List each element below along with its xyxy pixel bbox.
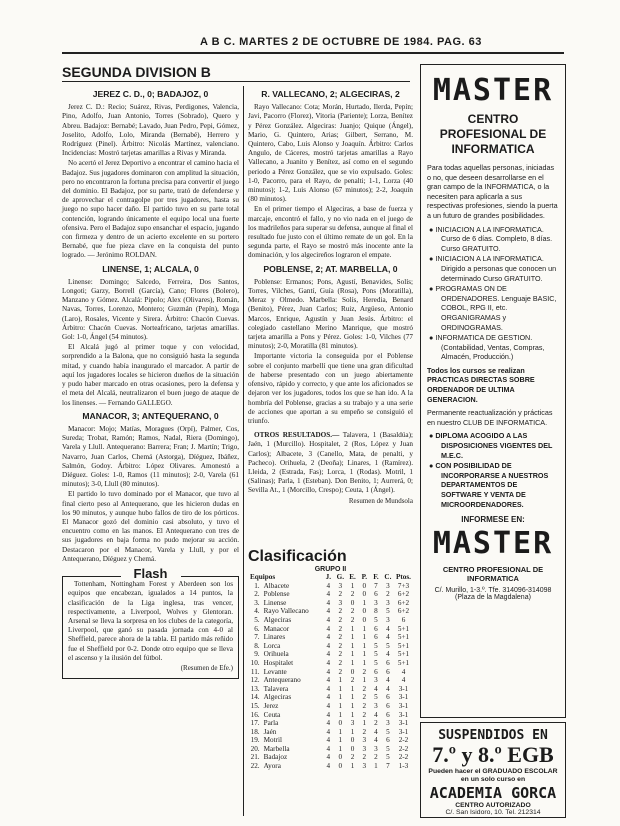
stat: 7 xyxy=(374,581,378,590)
stat: 5 xyxy=(386,641,390,650)
team-name: Orihuela xyxy=(263,650,289,659)
match-poblense-marbella xyxy=(248,265,413,426)
stat: 4 xyxy=(401,667,406,676)
stat: 3 xyxy=(362,744,367,753)
stat: 5+1 xyxy=(397,624,410,633)
team-name: Talavera xyxy=(263,684,289,693)
rank: 21. xyxy=(250,753,260,762)
stat: 4 xyxy=(326,607,331,616)
stat: 2 xyxy=(362,753,367,762)
stat: 0 xyxy=(338,719,343,728)
classification-row xyxy=(248,736,413,745)
stat: 2 xyxy=(338,590,343,599)
stat: 1 xyxy=(362,624,367,633)
rank: 9. xyxy=(254,650,260,659)
header-c: C. xyxy=(384,573,392,581)
master-practicas: Todos los cursos se realizan PRACTICAS DIRECTAS SOBRE ORDENADOR DE ULTIMA GENERACION. xyxy=(427,365,535,404)
stat: 4 xyxy=(386,676,390,685)
gorca-academia: ACADEMIA xyxy=(429,784,503,802)
gorca-ad xyxy=(420,722,566,818)
stat: 2-2 xyxy=(398,736,409,745)
stat: 6 xyxy=(386,693,390,702)
classification-row xyxy=(248,590,413,599)
stat: 1 xyxy=(350,701,355,710)
stat: 4 xyxy=(326,753,331,762)
team-name: Hospitalet xyxy=(263,658,294,667)
stat: 4 xyxy=(326,598,331,607)
rank: 6. xyxy=(254,624,260,633)
stat: 4 xyxy=(386,624,390,633)
stat: 2 xyxy=(362,710,367,719)
rank: 19. xyxy=(250,736,260,745)
stat: 3 xyxy=(386,615,390,624)
stat: 1 xyxy=(338,684,343,693)
stat: 4 xyxy=(374,684,378,693)
match-report: En el primer tiempo el Algeciras, a base de fuerza y marcaje, encontró el fallo, y no vio nada en el juego de los madrileños para superar su defensa, aunque al final el resultado fue justo con el último remate de un gol. En la segunda parte, el Rayo se mostró más inocente ante la dominación, y los algecireños lograron el empate. xyxy=(248,205,413,260)
stat: 2-2 xyxy=(398,744,409,753)
stat: 4 xyxy=(386,633,390,642)
stat: 3 xyxy=(338,581,343,590)
stat: 3-1 xyxy=(398,727,409,736)
stat: 2 xyxy=(362,693,367,702)
team-name: Motril xyxy=(263,736,282,745)
match-report: No acertó el Jerez Deportivo a encontrar el camino hacia el Badajoz. Sus jugadores dominaron con amplitud la situación, pero no encontraron la fortuna precisa para convertir el juego del dominio. El Badajoz, por su parte, trató de defenderse y de aprovechar el contragolpe por tres jugadores, hasta su juego no supo hacer daño. El partido tuvo en su parte total contención, logrando únicamente el equipo local una fuerte ofensiva. Pero el Badajoz supo ensanchar el espacio, jugando con firmeza y dentro de un acierto excelente en su portero Bernabé, que fue pieza clave en la conquista del punto logrado. — Jerónimo ROLDAN. xyxy=(62,159,239,260)
column-divider xyxy=(243,86,244,816)
stat: 2 xyxy=(338,607,343,616)
stat: 2 xyxy=(350,590,355,599)
stat: 0 xyxy=(338,753,343,762)
stat: 0 xyxy=(362,607,367,616)
stat: 5 xyxy=(374,641,378,650)
stat: 5+1 xyxy=(397,658,410,667)
stat: 5+1 xyxy=(397,650,410,659)
stat: 5 xyxy=(374,693,378,702)
team-name: Ceuta xyxy=(263,710,281,719)
match-report: El partido lo tuvo dominado por el Manacor, que tuvo al final cierto peso al Antequerano, que les hicieron dudas en los 90 minutos, y aunque hubo fallos de tiro de los pórticos. El Manacor gozó del dominio casi absoluto, y tuvo el encuentro como en las manos. El Antequerano con tres de sus jugadores en baja forma no pudo mejorar su acción. Destacaron por el Manacor, Varela y Llull, y por el Antequerano, Díéguez y Chemá. xyxy=(62,490,239,563)
stat: 6 xyxy=(386,701,390,710)
stat: 1 xyxy=(350,762,355,771)
master-subtitle-2: PROFESIONAL DE xyxy=(439,127,547,141)
classification-row xyxy=(248,599,413,608)
stat: 4 xyxy=(326,650,331,659)
stat: 3 xyxy=(374,701,378,710)
stat: 4 xyxy=(374,710,378,719)
stat: 3 xyxy=(362,762,367,771)
master-informese: INFORMESE EN: xyxy=(461,515,525,525)
stat: 6 xyxy=(374,590,378,599)
stat: 3 xyxy=(374,744,378,753)
stat: 8 xyxy=(374,607,378,616)
stat: 2 xyxy=(338,658,343,667)
team-name: Algeciras xyxy=(263,693,292,702)
stat: 2 xyxy=(350,676,355,685)
rank: 11. xyxy=(250,667,260,676)
classification-title: Clasificación xyxy=(248,548,347,565)
stat: 2 xyxy=(374,719,378,728)
stat: 4 xyxy=(326,667,331,676)
master-item: ● INICIACION A LA INFORMATICA. Dirigido a personas que conocen un determinado Curso GRATUITO. xyxy=(429,254,557,283)
gorca-brand xyxy=(421,785,565,801)
classification-row xyxy=(248,762,413,771)
match-title: R. VALLECANO, 2; ALGECIRAS, 2 xyxy=(261,89,400,99)
stat: 2 xyxy=(362,684,367,693)
stat: 5+1 xyxy=(397,633,410,642)
rank: 14. xyxy=(250,693,260,702)
header-e: E. xyxy=(349,573,356,581)
stat: 5 xyxy=(386,607,390,616)
stat: 5 xyxy=(386,744,390,753)
stat: 6 xyxy=(374,624,378,633)
stat: 2 xyxy=(338,641,343,650)
stat: 0 xyxy=(350,598,355,607)
match-lineups: Manacor: Mojo; Matías, Moragues (Orpí), Palmer, Cos, Sureda; Trobat, Ramón; Ramos, Nadal, Riera (Domingo), Varela y Llull. Antequerano: Barrera; Fran; J. Martín; Trigo, Navarro, Juan Carlos, Chemá (Astorga), Díéguez, Ibáñez, Salmón, Godoy. Árbitro: López Olivares. Amonestó a Díéguez. Goles: 1-0, Ramos (11 minutos); 2-0, Varela (61 minutos); 3-0, Llull (80 minutos). xyxy=(62,424,239,489)
stat: 4 xyxy=(326,719,331,728)
stat: 5 xyxy=(386,753,390,762)
gorca-line3: Pueden hacer el GRADUADO ESCOLAR en un solo curso en xyxy=(428,768,558,783)
stat: 4 xyxy=(326,658,331,667)
stat: 4 xyxy=(326,762,331,771)
classification-row xyxy=(248,728,413,737)
team-name: Antequerano xyxy=(263,676,301,685)
classification-table xyxy=(248,573,413,771)
master-actualizacion: Permanente reactualización y prácticas en nuestro CLUB DE INFORMATICA. xyxy=(427,408,553,427)
classification-row xyxy=(248,711,413,720)
rank: 1. xyxy=(254,581,260,590)
stat: 4 xyxy=(326,693,331,702)
stat: 1 xyxy=(362,598,367,607)
stat: 1 xyxy=(362,719,367,728)
header-p: P. xyxy=(361,573,368,581)
master-logo-2: MASTER xyxy=(432,526,554,562)
stat: 1 xyxy=(338,676,343,685)
team-name: Algeciras xyxy=(263,615,292,624)
stat: 1 xyxy=(350,633,355,642)
stat: 4 xyxy=(326,710,331,719)
stat: 4 xyxy=(326,624,331,633)
stat: 6 xyxy=(386,710,390,719)
classification-row xyxy=(248,702,413,711)
section-rule xyxy=(62,81,410,82)
master-item: ● INICIACION A LA INFORMATICA. Curso de 6 días. Completo, 8 días. Curso GRATUITO. xyxy=(429,224,553,253)
team-name: Badajoz xyxy=(263,753,288,762)
master-logo: MASTER xyxy=(432,73,554,108)
stat: 4 xyxy=(326,633,331,642)
master-bottom: CENTRO PROFESIONAL DE INFORMATICA xyxy=(442,565,544,584)
team-name: Rayo Vallecano xyxy=(263,607,309,616)
stat: 1 xyxy=(338,744,343,753)
stat: 6+2 xyxy=(397,607,410,616)
stat: 5 xyxy=(374,658,378,667)
classification-row xyxy=(248,625,413,634)
stat: 6 xyxy=(401,615,406,624)
stat: 1 xyxy=(362,676,367,685)
team-name: Poblense xyxy=(263,590,290,599)
classification-row xyxy=(248,659,413,668)
team-name: Linares xyxy=(263,633,286,642)
stat: 3 xyxy=(374,598,378,607)
rank: 15. xyxy=(250,701,260,710)
stat: 4 xyxy=(326,736,331,745)
stat: 7+3 xyxy=(397,581,410,590)
classification-row xyxy=(248,633,413,642)
stat: 1-3 xyxy=(398,762,409,771)
other-results-signature: Resumen de Mundsola xyxy=(348,496,413,505)
match-manacor-antequerano xyxy=(62,412,239,564)
stat: 4 xyxy=(401,676,406,685)
stat: 0 xyxy=(362,590,367,599)
stat: 3 xyxy=(386,598,390,607)
classification-row xyxy=(248,616,413,625)
team-name: Jerez xyxy=(263,701,279,710)
stat: 0 xyxy=(350,736,355,745)
stat: 1 xyxy=(338,701,343,710)
stat: 4 xyxy=(326,676,331,685)
stat: 0 xyxy=(350,744,355,753)
stat: 6 xyxy=(374,633,378,642)
stat: 4 xyxy=(374,727,378,736)
header-g: G. xyxy=(336,573,344,581)
classification-row xyxy=(248,676,413,685)
stat: 6+2 xyxy=(397,598,410,607)
classification-row xyxy=(248,719,413,728)
gorca-name: GORCA xyxy=(511,784,557,802)
classification-row xyxy=(248,693,413,702)
stat: 3 xyxy=(374,676,378,685)
other-results xyxy=(248,431,413,506)
team-name: Marbella xyxy=(263,744,290,753)
stat: 6 xyxy=(386,667,390,676)
stat: 4 xyxy=(326,641,331,650)
rank: 4. xyxy=(254,607,260,616)
stat: 1 xyxy=(338,710,343,719)
team-name: Albacete xyxy=(263,581,290,590)
stat: 4 xyxy=(326,744,331,753)
stat: 3 xyxy=(386,719,390,728)
rank: 12. xyxy=(250,676,260,685)
stat: 1 xyxy=(362,658,367,667)
master-body xyxy=(427,163,559,509)
flash-signature: (Resumen de Efe.) xyxy=(180,663,233,672)
header-f: F. xyxy=(373,573,379,581)
stat: 0 xyxy=(362,615,367,624)
match-report: Importante victoria la conseguida por el Poblense sobre el conjunto marbellí que tiene una gran dificultad de haberse presentado con un juego abiertamente ofensivo, rápido y correcto, y que ante los aficionados se dejaron ver los jugadores, todos los que se han ido. A la hombría del Poblense, gracias a su trabajo y a una serie de acciones que aportan a su empeño se consiguió el triunfo. xyxy=(248,352,413,425)
other-results-label: OTROS RESULTADOS.— xyxy=(254,431,340,440)
master-item: ● INFORMATICA DE GESTION. (Contabilidad, Ventas, Compras, Almacén, Producción.) xyxy=(429,333,545,362)
stat: 4 xyxy=(386,650,390,659)
stat: 3-1 xyxy=(398,684,409,693)
stat: 1 xyxy=(350,684,355,693)
stat: 2 xyxy=(338,667,343,676)
rank: 2. xyxy=(254,590,260,599)
stat: 3 xyxy=(362,736,367,745)
stat: 2 xyxy=(350,753,355,762)
stat: 2 xyxy=(338,633,343,642)
match-lineups: Jerez C. D.: Recio; Suárez, Rivas, Perdigones, Valencia, Pino, Adolfo, Juan Antonio, Torres (Sobrado), Quero y Abreu. Badajoz: Bernabé; Lavado, Juan Pedro, Pepi, Gómez, Joselito, Adolfo, Lolo, Miranda (Bernabé), Herrero y Rodríguez (Pinel). Árbitro: Nicolás Martínez, valenciano. Incidencias: Mostró tarjetas amarillas a Rivas y Miranda. xyxy=(62,103,239,158)
stat: 1 xyxy=(350,710,355,719)
gorca-line4: CENTRO AUTORIZADO xyxy=(455,802,531,809)
stat: 2 xyxy=(350,607,355,616)
stat: 4 xyxy=(326,684,331,693)
stat: 1 xyxy=(350,581,355,590)
header-rule xyxy=(62,52,564,54)
stat: 1 xyxy=(338,736,343,745)
master-item: ● PROGRAMAS ON DE ORDENADORES. Lenguaje BASIC, COBOL, RPG II, etc. ORGANIGRAMAS y ORDINOGRAMAS. xyxy=(429,284,557,332)
stat: 0 xyxy=(338,762,343,771)
rank: 16. xyxy=(250,710,260,719)
stat: 1 xyxy=(338,727,343,736)
team-name: Parla xyxy=(263,719,279,728)
stat: 0 xyxy=(350,667,355,676)
master-ad xyxy=(420,64,566,718)
master-item2: ● CON POSIBILIDAD DE INCORPORARSE A NUESTROS DEPARTAMENTOS DE SOFTWARE Y VENTA DE MICROORDENADORES. xyxy=(429,461,549,509)
gorca-line1: SUSPENDIDOS EN xyxy=(438,728,548,743)
stat: 3 xyxy=(386,581,390,590)
stat: 4 xyxy=(326,701,331,710)
stat: 2 xyxy=(350,615,355,624)
stat: 5 xyxy=(374,650,378,659)
stat: 1 xyxy=(374,762,378,771)
stat: 3-1 xyxy=(398,701,409,710)
stat: 5 xyxy=(386,727,390,736)
flash-box xyxy=(62,565,239,679)
stat: 2 xyxy=(362,701,367,710)
master-item2: ● DIPLOMA ACOGIDO A LAS DISPOSICIONES VIGENTES DEL M.E.C. xyxy=(429,431,553,460)
team-name: Linense xyxy=(263,598,287,607)
stat: 3 xyxy=(338,598,343,607)
master-intro: Para todas aquellas personas, iniciadas o no, que deseen desarrollarse en el gran campo de la INFORMATICA, o la necesiten para aplicarla a sus respectivas profesiones, siendo la puerta a un futuro de grandes posibilidades. xyxy=(427,163,558,220)
stat: 1 xyxy=(362,641,367,650)
stat: 4 xyxy=(326,727,331,736)
stat: 2 xyxy=(362,667,367,676)
stat: 3 xyxy=(350,719,355,728)
stat: 1 xyxy=(350,658,355,667)
classification-group: GRUPO II xyxy=(314,566,347,573)
team-name: Ayora xyxy=(263,762,281,771)
stat: 4 xyxy=(326,590,331,599)
match-lineups: Poblense: Ermanos; Pons, Agustí, Benavides, Solís; Torres, Vilches, Gantí, Guía (Rosa), Pons (Moratilla), Meraz y Olmedo. Marbella: Solís, Heredia, Benard (Benito), Pérez, Juan Carlos; Ruiz, Argüeso, Antonio Marcos, Enrique, Agustín y Juan Jesús. Árbitro: el colegiado castellano Merino Manrique, que mostró tarjeta amarilla a Pons y Pérez. Goles: 1-0, Vilches (77 minutos); 2-0, Moratilla (81 minutos). xyxy=(248,277,413,351)
classification-row xyxy=(248,582,413,591)
stat: 3-1 xyxy=(398,693,409,702)
team-name: Manacor xyxy=(263,624,290,633)
stat: 4 xyxy=(374,736,378,745)
stat: 6 xyxy=(386,658,390,667)
rank: 17. xyxy=(250,719,260,728)
match-vallecano-algeciras xyxy=(248,90,413,261)
classification-row xyxy=(248,650,413,659)
stat: 1 xyxy=(350,693,355,702)
gorca-line5: C/. San Isidoro, 10. Tel. 212314 xyxy=(445,809,541,816)
left-column xyxy=(62,86,239,679)
match-lineups: Linense: Domingo; Salcedo, Ferreira, Dos Santos, Longoti; Garzy, Borrell (García), Cano; Flores (Bolero), Manzano y Gómez. Alcalá: Pipolo; Alex (Olivares), Román, Navas, Torres, Lorenzo, Montero; Guzmán (Pepín), Moga (Laro), Rosales, Vicente y Sirera. Árbitro: Chacón Cuevas. Árbitro: Chacón Cuevas. Norteafricano, tarjetas amarillas. Gol: 1-0, Ángel (54 minutos). xyxy=(62,277,239,342)
classification-header-row xyxy=(248,573,413,582)
rank: 10. xyxy=(250,658,260,667)
stat: 6 xyxy=(386,736,390,745)
header-ptos: Ptos. xyxy=(396,573,411,581)
master-address: C/. Murillo, 1-3.º. Tfe. 314096-314098 (Plaza de la Magdalena) xyxy=(434,587,552,602)
middle-column xyxy=(248,86,413,507)
match-report: El Alcalá jugó al primer toque y con velocidad, sorprendido a la Balona, que no consiguió hasta la segunda mitad, y cuando había inaugurado el marcador. A partir de aquí los jugadores locales se hicieron dueños de la situación y pudo haber marcado en otras ocasiones, pero la defensa y el meta del Alcalá, neutralizaron el buen juego de ataque de los linenses. — Fernando GALLEGO. xyxy=(62,343,239,407)
classification-row xyxy=(248,642,413,651)
master-subtitle-3: INFORMATICA xyxy=(451,142,535,156)
classification-row xyxy=(248,685,413,694)
stat: 1 xyxy=(350,650,355,659)
stat: 2 xyxy=(338,615,343,624)
flash-title: Flash xyxy=(121,569,181,578)
stat: 2 xyxy=(374,753,378,762)
classification-row xyxy=(248,745,413,754)
classification-block xyxy=(248,548,413,771)
stat: 1 xyxy=(350,641,355,650)
stat: 6 xyxy=(374,667,378,676)
page-header: A B C. MARTES 2 DE OCTUBRE DE 1984. PAG. 63 xyxy=(200,36,482,48)
stat: 5 xyxy=(374,615,378,624)
other-results-text: Talavera, 1 (Basaldúa); Jaén, 1 (Murcillo). Hospitalet, 2 (Ros, López y Juan Carlos); Albacete, 3 (Canello, Mata, de penalti, y Pacheco). Orihuela, 2 (Deoña); Linares, 1 (Ramírez). Lleida, 2 (Estrada, Fas); Lorca, 1 (Rodas). Motril, 1 (Salinas); Parla, 1 (Esteban). Don Benito, 1; Aurrerá, 0; Sevilla At., 1 (Morcillo, Crespo); Ceuta, 1 (Ángel). xyxy=(248,431,414,495)
match-title: MANACOR, 3; ANTEQUERANO, 0 xyxy=(82,410,219,421)
rank: 20. xyxy=(250,744,260,753)
match-title: JEREZ C. D., 0; BADAJOZ, 0 xyxy=(92,89,209,99)
stat: 6+2 xyxy=(397,590,410,599)
team-name: Levante xyxy=(263,667,287,676)
rank: 13. xyxy=(250,684,260,693)
team-name: Jaén xyxy=(263,727,277,736)
classification-row xyxy=(248,607,413,616)
team-name: Lorca xyxy=(263,641,281,650)
header-j: J. xyxy=(325,573,332,581)
stat: 2 xyxy=(362,727,367,736)
rank: 18. xyxy=(250,727,260,736)
header-equipos: Equipos xyxy=(250,573,276,581)
section-title: SEGUNDA DIVISION B xyxy=(62,64,211,80)
match-title: POBLENSE, 2; AT. MARBELLA, 0 xyxy=(263,263,398,274)
match-linense-alcala xyxy=(62,265,239,408)
master-subtitle-1: CENTRO xyxy=(467,112,519,126)
stat: 1 xyxy=(362,633,367,642)
rank: 7. xyxy=(254,633,260,642)
stat: 3-1 xyxy=(398,719,409,728)
rank: 8. xyxy=(254,641,260,650)
stat: 0 xyxy=(362,581,367,590)
gorca-line2: 7.º y 8.º EGB xyxy=(432,742,554,767)
stat: 1 xyxy=(338,693,343,702)
classification-row xyxy=(248,753,413,762)
rank: 3. xyxy=(254,598,260,607)
match-jerez-badajoz xyxy=(62,90,239,261)
stat: 3-1 xyxy=(398,710,409,719)
master-subtitle xyxy=(421,112,565,157)
stat: 2-2 xyxy=(398,753,409,762)
match-title: LINENSE, 1; ALCALA, 0 xyxy=(102,263,199,274)
stat: 2 xyxy=(338,650,343,659)
stat: 2 xyxy=(386,590,390,599)
stat: 1 xyxy=(350,624,355,633)
stat: 2 xyxy=(338,624,343,633)
stat: 4 xyxy=(326,581,331,590)
classification-row xyxy=(248,668,413,677)
rank: 5. xyxy=(254,615,260,624)
stat: 4 xyxy=(326,615,331,624)
classification-body xyxy=(248,582,413,771)
rank: 22. xyxy=(250,762,260,771)
stat: 4 xyxy=(386,684,390,693)
stat: 1 xyxy=(362,650,367,659)
match-lineups: Rayo Vallecano: Cota; Morán, Hurtado, Ilerda, Pepín; Javi, Pacorro (Florez), Vitoria (Pariente); Lorza, Benítez y Pérez González. Algeciras: Juanjo; Quique (Ángel), Mario, G. Quintero, Arias; Gilbert, Serrano, M. Quintero, Cabo, Luis Alonso y Joaquín. Árbitro: Carlos Angulo, de Cáceres, mostró tarjetas amarillas a Rayo Vallecano, a Juanito y Benítez, así como en el segundo periodo a Pérez González, que se vio expulsado. Goles: 1-0, Pacorro, para el Rayo, de penalti; 1-1, Lorza (40 minutos); 1-2, Luis Alonso (67 minutos); 2-2, Joaquín (80 minutos). xyxy=(248,103,413,204)
stat: 1 xyxy=(350,727,355,736)
stat: 7 xyxy=(386,762,390,771)
flash-text: Tottenham, Nottingham Forest y Aberdeen son los equipos que encabezan, igualados a 14 puntos, la clasificación de la Liga inglesa, tras vencer, respectivamente, a Liverpool, Wolves y Glentoran. Arsenal se lleva la sorpresa en los clubes de la categoría, Liverpool, que ganó su pasada jornada con 4-0 al Sheffield, parece ahora de la tabla. El partido más reñido fue el Sheffield por 0-2. Donde otro equipo que se lleva el ascenso y la ilusión del fútbol. xyxy=(68,580,233,662)
stat: 5+1 xyxy=(397,641,410,650)
